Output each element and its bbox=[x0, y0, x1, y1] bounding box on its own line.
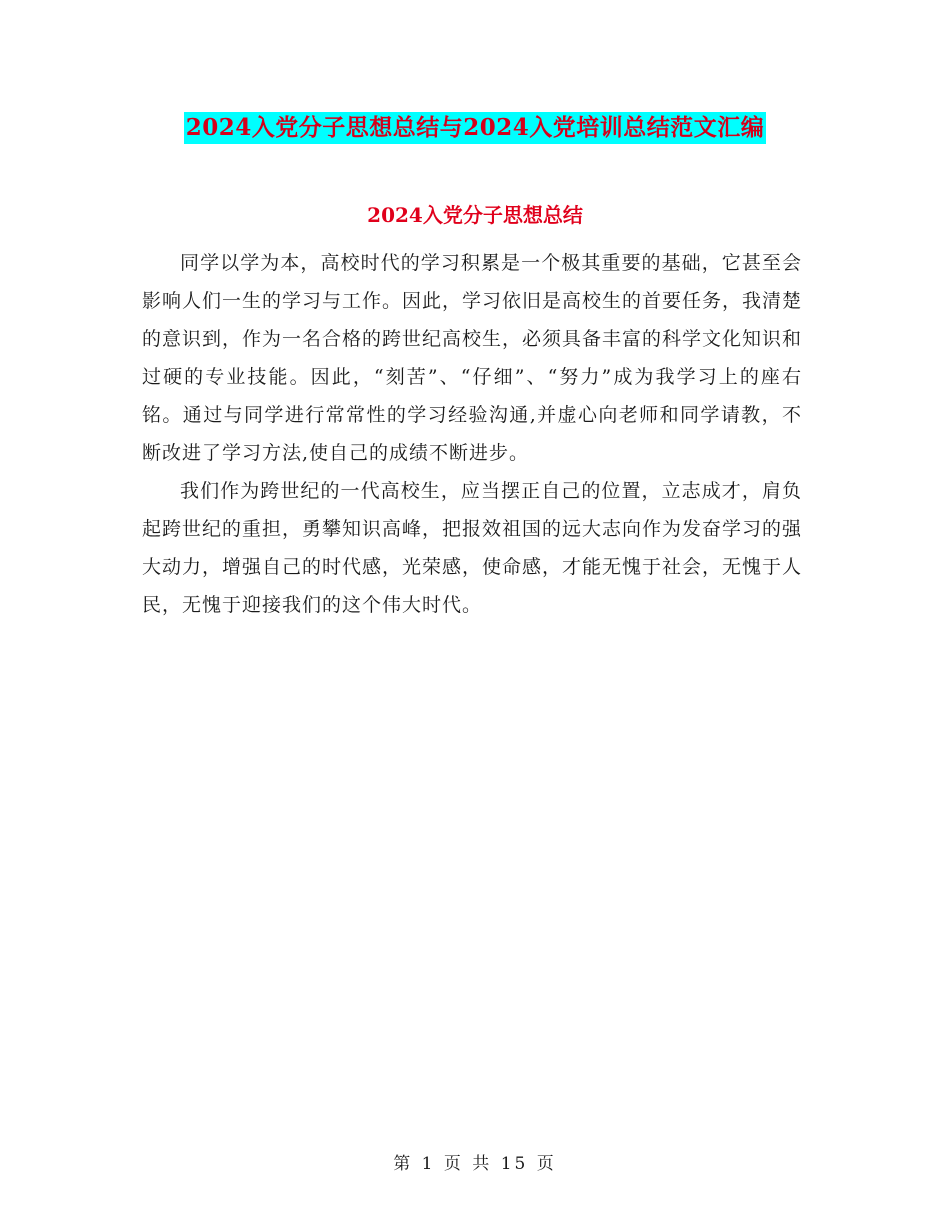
page-number-footer: 第 1 页 共 15 页 bbox=[393, 1154, 557, 1174]
section-heading: 2024入党分子思想总结 bbox=[367, 203, 583, 227]
document-title-container bbox=[0, 112, 950, 144]
document-title: 2024入党分子思想总结与2024入党培训总结范文汇编 bbox=[184, 112, 767, 144]
body-paragraph-1: 同学以学为本，高校时代的学习积累是一个极其重要的基础，它甚至会影响人们一生的学习与工作。因此，学习依旧是高校生的首要任务，我清楚的意识到，作为一名合格的跨世纪高校生，必须具备丰富的科学文化知识和过硬的专业技能。因此，“刻苦”、“仔细”、“努力”成为我学习上的座右铭。通过与同学进行常常性的学习经验沟通,并虚心向老师和同学请教，不断改进了学习方法,使自己的成绩不断进步。 bbox=[142, 252, 803, 464]
document-body bbox=[142, 244, 802, 624]
body-paragraph-2: 我们作为跨世纪的一代高校生，应当摆正自己的位置，立志成才，肩负起跨世纪的重担，勇攀知识高峰，把报效祖国的远大志向作为发奋学习的强大动力，增强自己的时代感，光荣感，使命感，才能无愧于社会，无愧于人民，无愧于迎接我们的这个伟大时代。 bbox=[142, 480, 803, 616]
